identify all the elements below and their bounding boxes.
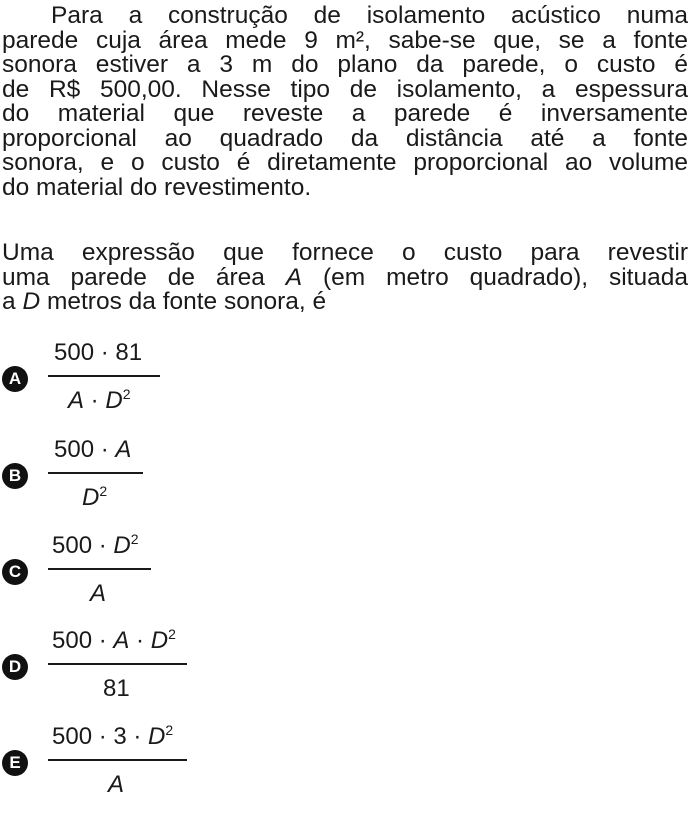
prompt-text: metros da fonte sonora, é: [40, 288, 327, 315]
fraction-denominator: [82, 484, 107, 512]
exponent: 2: [122, 386, 131, 402]
numerator-text: 500 · 81: [54, 339, 143, 366]
exponent: 2: [165, 722, 174, 738]
prompt-text: (em metro quadrado), situada: [302, 263, 688, 291]
fraction-numerator: [54, 339, 142, 367]
variable-d: D: [105, 387, 123, 414]
fraction-denominator: [103, 675, 130, 703]
prompt-line: [2, 263, 688, 291]
statement-line: do material do revestimento.: [2, 173, 312, 201]
variable-d: D: [22, 288, 41, 315]
statement-line: do material que reveste a parede é inversamente: [2, 100, 688, 127]
denominator-text: 81: [103, 675, 130, 702]
variable-a: A: [68, 387, 85, 414]
fraction-bar: [48, 568, 151, 570]
option-letter-badge: B: [2, 463, 28, 489]
option-e[interactable]: [0, 723, 300, 813]
statement-line: parede cuja área mede 9 m², sabe-se que, se a fonte: [2, 26, 688, 54]
question-prompt: [2, 241, 688, 315]
option-d[interactable]: [0, 627, 300, 717]
exponent: 2: [168, 626, 176, 642]
fraction-numerator: [52, 532, 139, 560]
option-a[interactable]: [0, 339, 300, 429]
variable-a: A: [108, 771, 125, 798]
exponent: 2: [99, 483, 108, 499]
prompt-text: uma parede de área: [2, 263, 286, 291]
option-c[interactable]: [0, 532, 300, 622]
variable-a: A: [115, 436, 132, 463]
fraction-numerator: [52, 627, 176, 655]
statement-line: de R$ 500,00. Nesse tipo de isolamento, a espessura: [2, 75, 688, 103]
question-statement: [2, 4, 688, 200]
fraction-numerator: [54, 436, 131, 464]
numerator-text: 500 ·: [52, 532, 114, 559]
variable-a: A: [90, 580, 107, 607]
fraction-bar: [48, 472, 143, 474]
option-letter-badge: C: [2, 559, 28, 585]
statement-line: sonora, e o custo é diretamente proporcional ao volume: [2, 149, 688, 176]
statement-line: proporcional ao quadrado da distância até a fonte: [2, 124, 688, 152]
prompt-text: a: [2, 288, 23, 315]
variable-a: A: [285, 263, 303, 291]
denominator-text: ·: [84, 387, 106, 414]
exponent: 2: [130, 531, 139, 547]
prompt-line: Uma expressão que fornece o custo para revestir: [2, 239, 688, 266]
prompt-line: [2, 290, 688, 315]
numerator-text: ·: [129, 627, 151, 654]
variable-d: D: [82, 484, 100, 511]
numerator-text: 500 ·: [54, 436, 116, 463]
variable-d: D: [113, 532, 131, 559]
numerator-text: 500 ·: [52, 627, 114, 654]
fraction-denominator: [108, 771, 124, 799]
option-letter-badge: E: [2, 750, 28, 776]
variable-d: D: [148, 723, 166, 750]
fraction-denominator: [90, 580, 106, 608]
option-letter-badge: A: [2, 366, 28, 392]
fraction-bar: [48, 663, 187, 665]
fraction-bar: [48, 759, 187, 761]
option-letter-badge: D: [2, 654, 28, 680]
variable-d: D: [150, 627, 169, 654]
numerator-text: 500 · 3 ·: [52, 723, 149, 750]
variable-a: A: [113, 627, 130, 654]
fraction-denominator: [68, 387, 130, 415]
statement-line: sonora estiver a 3 m do plano da parede, o custo é: [2, 51, 688, 78]
fraction-bar: [48, 375, 160, 377]
option-b[interactable]: [0, 436, 300, 526]
statement-line: Para a construção de isolamento acústico numa: [51, 2, 688, 29]
fraction-numerator: [52, 723, 173, 751]
